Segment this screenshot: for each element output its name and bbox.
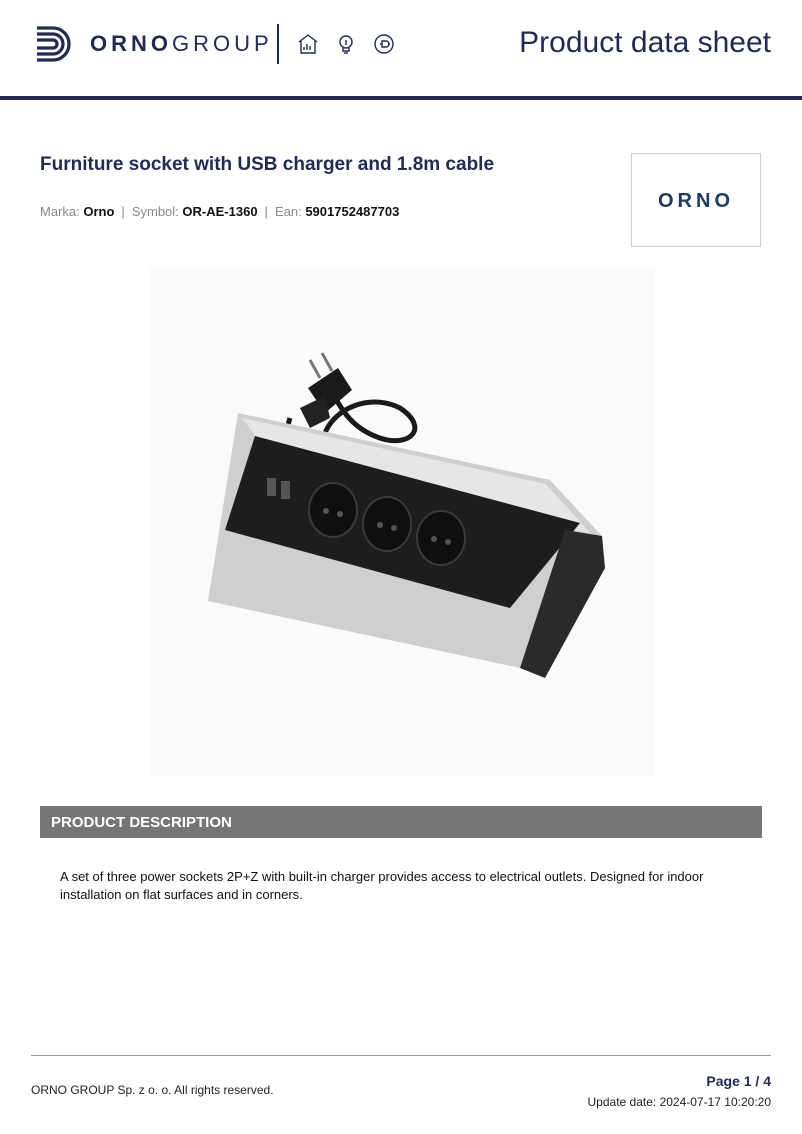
ean-label: Ean: <box>274 204 302 219</box>
power-plug-icon <box>373 33 395 55</box>
logo-light-text: GROUP <box>172 31 273 56</box>
header-rule <box>0 96 802 100</box>
meta-separator: | <box>264 204 268 219</box>
orno-logo-icon <box>33 22 77 66</box>
symbol-value: OR-AE-1360 <box>182 204 258 219</box>
section-title: PRODUCT DESCRIPTION <box>51 814 232 831</box>
product-meta <box>40 204 399 219</box>
brand-logo: ORNO <box>658 190 734 212</box>
furniture-socket-image <box>150 268 655 776</box>
company-logo-text <box>90 31 273 57</box>
footer-rule <box>31 1055 771 1056</box>
product-image <box>150 268 655 776</box>
product-title: Furniture socket with USB charger and 1.8m cable <box>40 154 495 175</box>
update-date: Update date: 2024-07-17 10:20:20 <box>587 1095 771 1109</box>
light-bulb-icon <box>335 33 357 55</box>
page-header <box>0 0 802 97</box>
page-number: Page 1 / 4 <box>706 1073 771 1089</box>
product-description-header <box>40 806 762 838</box>
brand-value: Orno <box>83 204 115 219</box>
brand-label: Marka: <box>40 204 80 219</box>
meta-separator: | <box>121 204 125 219</box>
logo-bold-text: ORNO <box>90 31 172 56</box>
document-title: Product data sheet <box>519 26 771 59</box>
brand-logo-box <box>631 153 761 247</box>
symbol-label: Symbol: <box>131 204 179 219</box>
smart-home-icon <box>297 33 319 55</box>
copyright-text: ORNO GROUP Sp. z o. o. All rights reserved. <box>31 1083 274 1097</box>
header-divider <box>277 24 279 64</box>
ean-value: 5901752487703 <box>305 204 400 219</box>
product-description-text: A set of three power sockets 2P+Z with built-in charger provides access to electrical outlets. Designed for indoor installation on flat surfaces and in corners. <box>60 869 704 902</box>
